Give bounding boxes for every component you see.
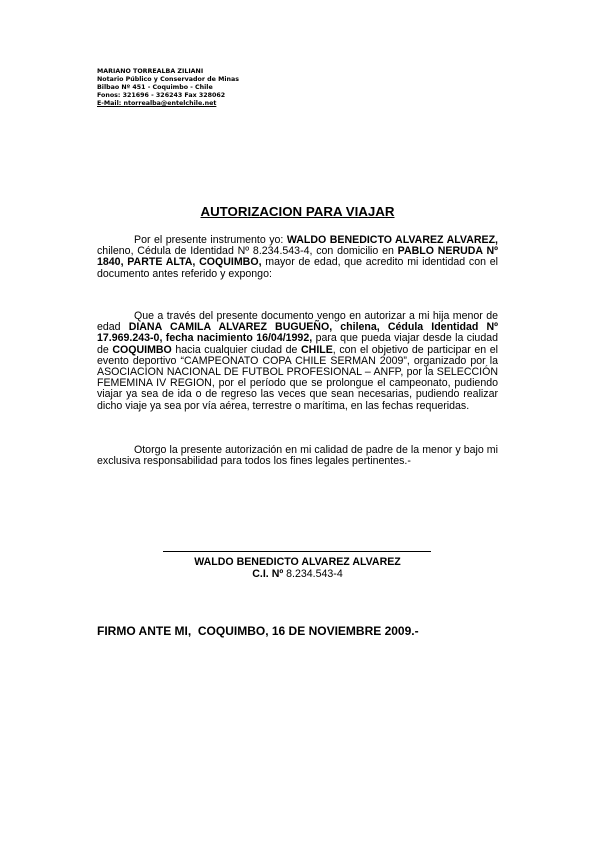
notary-email: E-Mail: ntorrealba@entelchile.net <box>97 99 217 107</box>
paragraph-authorization: Que a través del presente documento vengo en autorizar a mi hija menor de edad DIANA CAMILA ALVAREZ BUGUEÑO, chilena, Cédula Identidad Nº 17.969.243-0, fecha nacimiento 16/04/1992, para que pueda viajar desde la ciudad de COQUIMBO hacia cualquier ciudad de CHILE, con el objetivo de participar en el evento deportivo “CAMPEONATO COPA CHILE SERMAN 2009”, organizado por la ASOCIACION NACIONAL DE FUTBOL PROFESIONAL – ANFP, por la SELECCIÓN FEMEMINA IV REGION, por el período que se prolongue el campeonato, pudiendo viajar ya sea de ida o de regreso las veces que sean necesarias, pudiendo realizar dicho viaje ya sea por vía aérea, terrestre o marítima, en las fechas requeridas. <box>97 310 498 412</box>
notary-letterhead <box>97 68 297 108</box>
notary-attestation: FIRMO ANTE MI, COQUIMBO, 16 DE NOVIEMBRE 2009.- <box>97 624 419 638</box>
signature-line <box>163 551 431 552</box>
document-title: AUTORIZACION PARA VIAJAR <box>200 204 395 219</box>
notary-address: Bilbao Nº 451 - Coquimbo - Chile <box>97 83 213 91</box>
signatory-name: WALDO BENEDICTO ALVAREZ ALVAREZ <box>194 556 401 568</box>
notary-title: Notario Público y Conservador de Minas <box>97 75 240 83</box>
signatory-id: C.I. Nº 8.234.543-4 <box>252 568 343 580</box>
notary-name: MARIANO TORREALBA ZILIANI <box>97 68 204 75</box>
paragraph-declarant: Por el presente instrumento yo: WALDO BENEDICTO ALVAREZ ALVAREZ, chileno, Cédula de Identidad Nº 8.234.543-4, con domicilio en PABLO NERUDA Nº 1840, PARTE ALTA, COQUIMBO, mayor de edad, que acredito mi identidad con el documento antes referido y expongo: <box>97 234 498 280</box>
notary-phones: Fonos: 321696 - 326243 Fax 328062 <box>97 91 226 99</box>
paragraph-grant: Otorgo la presente autorización en mi calidad de padre de la menor y bajo mi exclusiva responsabilidad para todos los fines legales pertinentes.- <box>97 444 498 468</box>
